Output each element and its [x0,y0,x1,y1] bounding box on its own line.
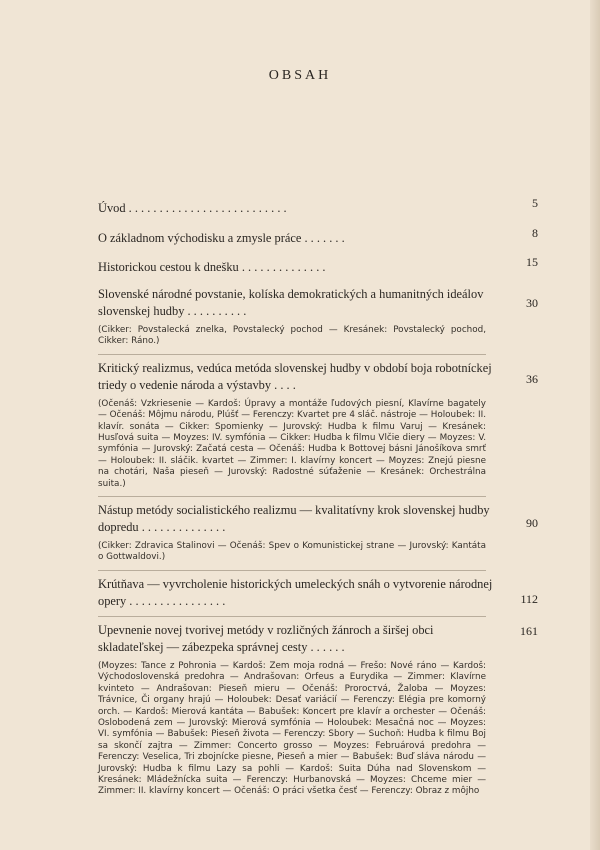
toc-entry-title: Kritický realizmus, vedúca metóda slovenskej hudby v období boja robotníckej triedy o vedenie národa a výstavby . . . . [98,360,492,392]
toc-entry-title: Úvod . . . . . . . . . . . . . . . . . . . . . . . . . . [98,201,287,215]
toc-entry-page: 5 [532,196,538,210]
toc-entry-works: (Moyzes: Tance z Pohronia — Kardoš: Zem moja rodná — Frešo: Nové ráno — Kardoš: Východoslovenská predohra — Andrašovan: Orfeus a Eurydika — Zimmer: Klavírne kvinteto — Andrašovan: Pieseň mieru — Očenáš: Prorocтvá, Žaloba — Moyzes: Trávnice, Či organy hrajú — Holoubek: Desať variácií — Ferenczy: Elégia pre komorný orch. — Kardoš: Mierová kantáta — Babušek: Koncert pre klavír a orchester — Očenáš: Oslobodená zem — Jurovský: Mierová symfónia — Holoubek: Mesačná noc — Moyzes: VI. symfónia — Babušek: Pieseň života — Ferenczy: Sbory — Suchoň: Hudba k filmu Boj sa skončí zajtra — Zimmer: Concerto grosso — Moyzes: Februárová predohra — Ferenczy: Veselica, Tri zbojnícke piesne, Pieseň a mier — Babušek: Buď sláva národu — Jurovský: Hudba k filmu Lazy sa pohli — Kardoš: Suita Dúha nad Slovenskom — Kresánek: Mládežnícka suita — Ferenczy: Hurbanovská — Moyzes: Chceme mier — Zimmer: II. klavírny koncert — Očenáš: O práci všetka česť — Ferenczy: Obraz z môjho [98,660,486,797]
table-of-contents [98,196,538,798]
toc-entry-works: (Očenáš: Vzkriesenie — Kardoš: Úpravy a montáže ľudových piesní, Klavírne bagately — Očenáš: Môjmu národu, Plúšť — Ferenczy: Kvartet pre 4 sláč. nástroje — Holoubek: II. klavír. sonáta — Cikker: Spomienky — Jurovský: Hudba k filmu Varuj — Kresánek: Husľová suita — Moyzes: IV. symfónia — Cikker: Hudba k filmu Vlčie diery — Moyzes: V. symfónia — Jurovský: Začatá cesta — Očenáš: Hudba k Bottovej básni Jánošíkova smrť — Holoubek: II. sláčik. kvartet — Zimmer: I. klavírny koncert — Moyzes: Znejú piesne na chotári, Naša pieseň — Jurovský: Radostné súťaženie — Kresánek: Orchestrálna suita.) [98,398,486,489]
divider [98,570,486,571]
toc-entry-title: Historickou cestou k dnešku . . . . . . . . . . . . . . [98,260,326,274]
divider [98,496,486,497]
toc-entry-kriticky-realizmus [98,360,538,490]
toc-entry-upevnenie [98,622,538,798]
toc-entry-snp [98,286,538,348]
toc-entry-page: 30 [526,296,538,310]
toc-entry-page: 90 [526,516,538,531]
divider [98,354,486,355]
page-edge [590,0,600,850]
toc-entry-title: Krútňava — vyvrcholenie historických umeleckých snáh o vytvorenie národnej opery . . . . . . . . . . . . . . . . [98,576,493,608]
toc-entry-nastup [98,502,538,564]
toc-entry-zakladne [98,226,538,247]
toc-entry-page: 161 [520,623,538,638]
toc-entry-historickou [98,255,538,276]
toc-entry-title: Nástup metódy socialistického realizmu — kvalitatívny krok slovenskej hudby dopredu . . . . . . . . . . . . . . [98,503,490,535]
toc-entry-title: Slovenské národné povstanie, kolíska demokratických a humanitných ideálov slovenskej hudby . . . . . . . . . . [98,287,484,318]
toc-entry-works: (Cikker: Povstalecká znelka, Povstalecký pochod — Kresánek: Povstalecký pochod, Cikker: Ráno.) [98,325,486,347]
toc-entry-page: 8 [532,226,538,240]
toc-entry-page: 15 [526,255,538,269]
page-title: OBSAH [268,68,332,83]
toc-entry-works: (Cikker: Zdravica Stalinovi — Očenáš: Spev o Komunistickej strane — Jurovský: Kantáta o Gottwaldovi.) [98,541,486,563]
toc-entry-page: 112 [520,591,538,606]
toc-entry-title: O základnom východisku a zmysle práce . . . . . . . [98,231,345,245]
toc-entry-krutnava [98,576,538,610]
toc-entry-page: 36 [526,371,538,386]
toc-entry-uvod [98,196,538,217]
toc-entry-title: Upevnenie novej tvorivej metódy v rozličných žánroch a širšej obci skladateľskej — zábezpeka správnej cesty . . . . . . [98,622,434,654]
divider [98,616,486,617]
